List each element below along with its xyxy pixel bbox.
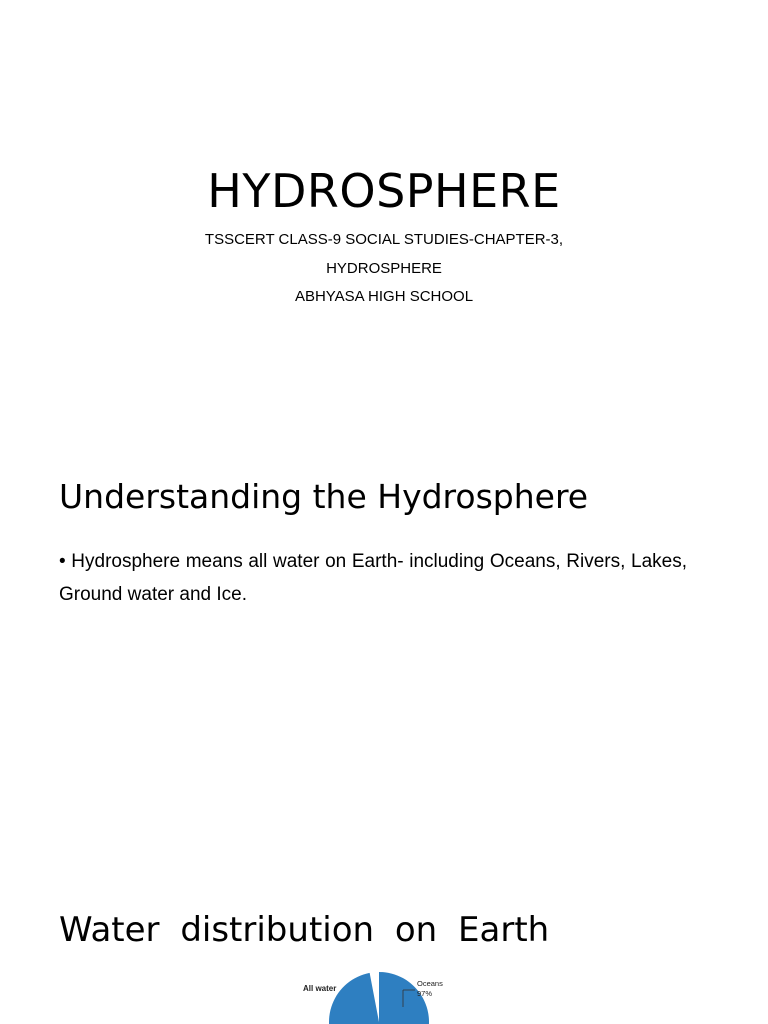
chart-title: All water [303, 984, 337, 993]
bullet-point: • Hydrosphere means all water on Earth- including Oceans, Rivers, Lakes, Ground water and Ice. [59, 551, 687, 605]
pie-chart-svg [265, 972, 505, 1024]
slice-value-oceans: 97% [417, 989, 433, 998]
pie-slice-oceans [329, 972, 429, 1024]
slide-title: HYDROSPHERE [207, 164, 561, 218]
content-slide-water-distribution [0, 860, 768, 1024]
slide-heading: Water distribution on Earth [59, 910, 550, 950]
title-slide [0, 0, 768, 430]
subtitle-line-1: TSSCERT CLASS-9 SOCIAL STUDIES-CHAPTER-3, [204, 231, 564, 248]
subtitle-line-2: HYDROSPHERE [326, 260, 442, 277]
water-distribution-chart [265, 972, 505, 1024]
slide-heading: Understanding the Hydrosphere [59, 477, 589, 516]
subtitle-school: ABHYASA HIGH SCHOOL [294, 288, 474, 305]
content-slide-understanding [0, 430, 768, 860]
slice-label-oceans: Oceans [417, 979, 443, 988]
